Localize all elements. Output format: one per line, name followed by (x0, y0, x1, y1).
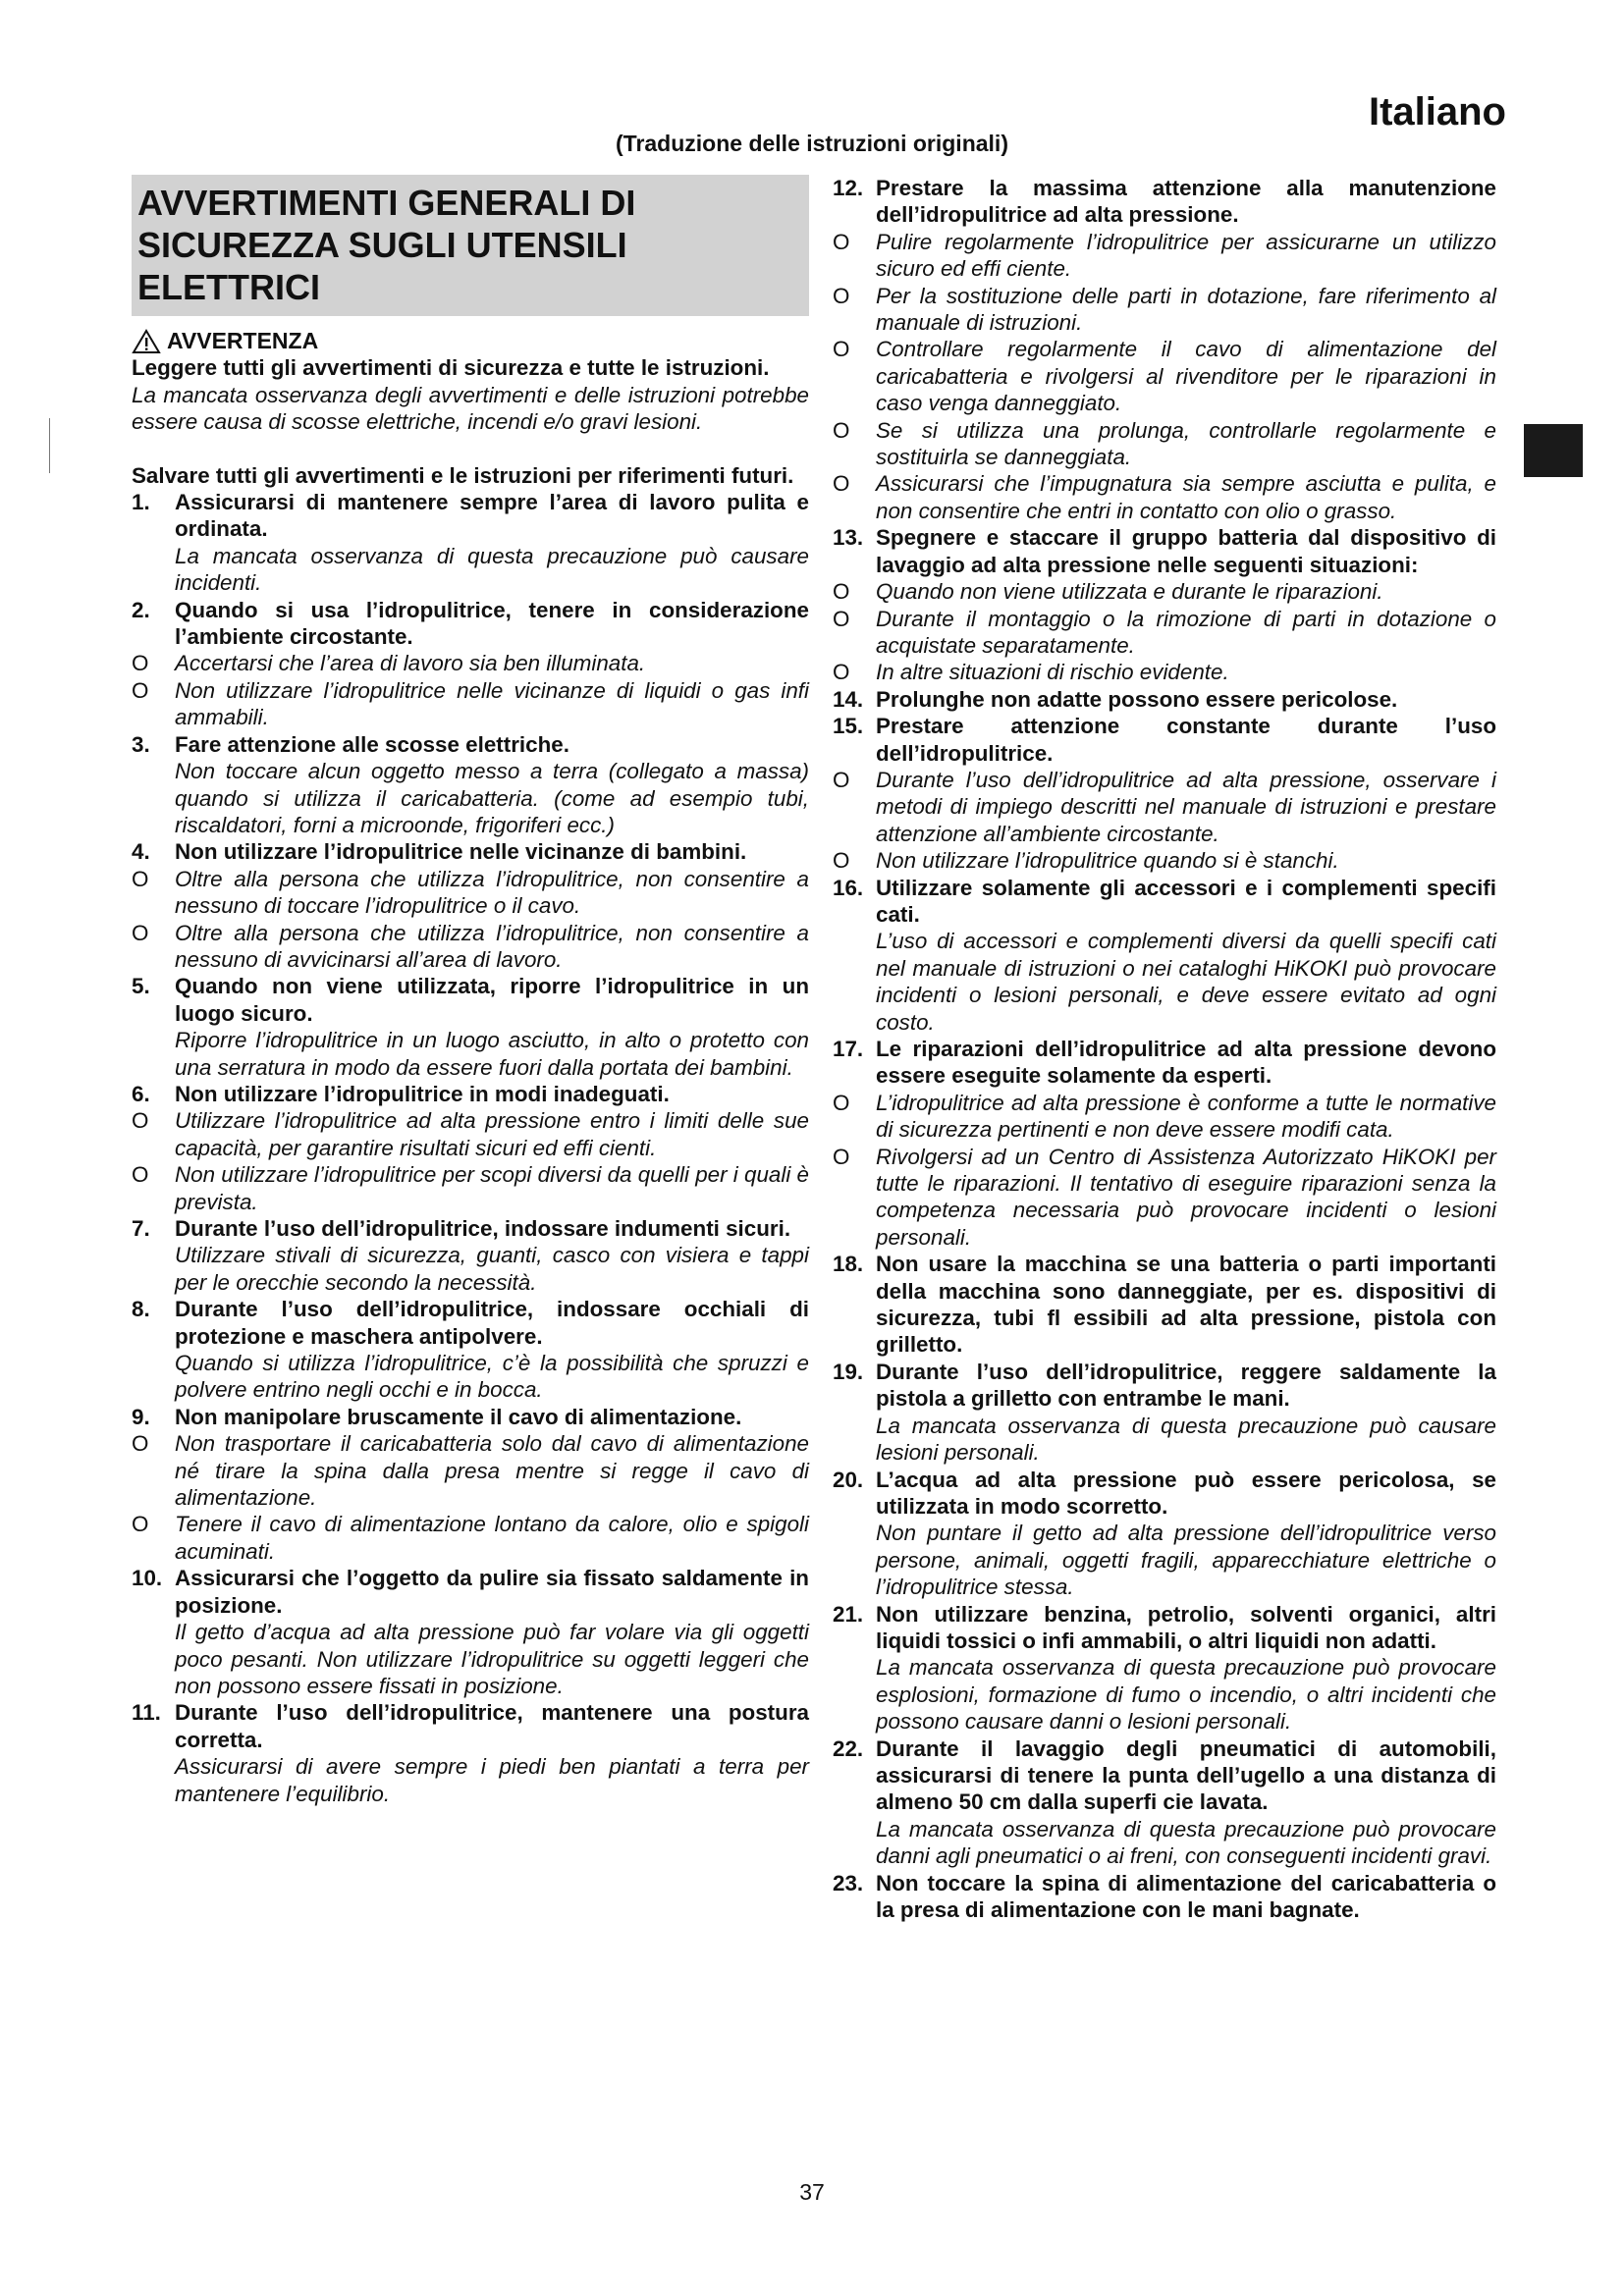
bullet-text: Per la sostituzione delle parti in dotazione, fare riferimento al manuale di istruzioni. (876, 283, 1496, 336)
right-items-list (833, 175, 1496, 1923)
language-label: Italiano (1368, 90, 1506, 133)
item-body: Non toccare alcun oggetto messo a terra (collegato a massa) quando si utilizza il caricabatteria. (come ad esempio tubi, riscaldatori, forni a microonde, frigoriferi ecc.) (175, 759, 809, 837)
safety-item (132, 1699, 809, 1807)
warning-triangle-icon (132, 329, 161, 354)
bullet-text: Oltre alla persona che utilizza l’idropulitrice, non consentire a nessuno di toccare l’idropulitrice o il cavo. (175, 866, 809, 919)
safety-item (132, 1296, 809, 1404)
item-number: 2. (132, 597, 150, 622)
safety-item-title-row (132, 1215, 809, 1242)
bullet-text: Durante l’uso dell’idropulitrice ad alta pressione, osservare i metodi di impiego descritti nel manuale di istruzioni e prestare attenzione all’ambiente circostante. (876, 767, 1496, 846)
bullet-circle-icon: O (833, 1090, 850, 1115)
safety-item-title-row (132, 1404, 809, 1430)
bullet-text: Non utilizzare l’idropulitrice per scopi diversi da quelli per i quali è prevista. (175, 1162, 809, 1214)
item-number: 6. (132, 1081, 150, 1106)
safety-item-title-row (132, 1081, 809, 1107)
item-title: Non utilizzare l’idropulitrice in modi inadeguati. (175, 1081, 670, 1106)
item-number: 11. (132, 1700, 161, 1726)
item-number: 7. (132, 1216, 150, 1241)
bullet-item (132, 650, 809, 676)
item-number: 3. (132, 731, 150, 757)
bullet-item (833, 336, 1496, 416)
bullet-item (132, 1107, 809, 1161)
bullet-item (833, 283, 1496, 337)
bullet-item (833, 417, 1496, 471)
item-title: Durante l’uso dell’idropulitrice, indossare occhiali di protezione e maschera antipolvere. (175, 1297, 809, 1349)
right-column (833, 175, 1496, 1923)
safety-item-title-row (833, 1467, 1496, 1521)
item-title: Non utilizzare l’idropulitrice nelle vicinanze di bambini. (175, 839, 747, 865)
item-title: Le riparazioni dell’idropulitrice ad alta pressione devono essere eseguite solamente da esperti. (876, 1037, 1496, 1089)
item-title: Non usare la macchina se una batteria o parti importanti della macchina sono danneggiate, per es. dispositivi di sicurezza, tubi fl essibili ad alta pressione, pistola con grilletto. (876, 1252, 1496, 1358)
bullet-circle-icon: O (833, 579, 850, 605)
item-title: Non utilizzare benzina, petrolio, solventi organici, altri liquidi tossici o infi ammabili, o altri liquidi non adatti. (876, 1601, 1496, 1653)
bullet-circle-icon: O (833, 767, 850, 792)
item-number: 14. (833, 686, 864, 712)
page-number: 37 (799, 2179, 825, 2205)
bullet-text: In altre situazioni di rischio evidente. (876, 660, 1229, 685)
item-number: 15. (833, 714, 864, 739)
bullet-circle-icon: O (132, 1162, 149, 1188)
safety-item-title-row (833, 1601, 1496, 1655)
item-number: 22. (833, 1735, 864, 1761)
safety-item (132, 1081, 809, 1215)
margin-rule (49, 418, 50, 473)
safety-item (132, 1404, 809, 1565)
item-number: 19. (833, 1359, 864, 1384)
item-number: 12. (833, 176, 864, 200)
bullet-text: Non utilizzare l’idropulitrice quando si è stanchi. (876, 848, 1339, 874)
item-title: Quando non viene utilizzata, riporre l’idropulitrice in un luogo sicuro. (175, 974, 809, 1026)
bullet-text: Non trasportare il caricabatteria solo dal cavo di alimentazione né tirare la spina dalla presa mentre si regge il cavo di alimentazione. (175, 1431, 809, 1511)
bullet-circle-icon: O (833, 283, 850, 308)
bullet-circle-icon: O (132, 1108, 149, 1134)
bullet-item (132, 920, 809, 974)
safety-item (833, 713, 1496, 874)
safety-item-title-row (132, 1565, 809, 1619)
item-number: 23. (833, 1870, 864, 1896)
safety-item-title-row (132, 731, 809, 758)
item-title: Durante l’uso dell’idropulitrice, indossare indumenti sicuri. (175, 1216, 791, 1241)
bullet-text: Pulire regolarmente l’idropulitrice per assicurarne un utilizzo sicuro ed effi ciente. (876, 229, 1496, 282)
safety-item-title-row (132, 489, 809, 543)
bullet-item (833, 659, 1496, 685)
item-number: 18. (833, 1252, 864, 1277)
item-title: Durante il lavaggio degli pneumatici di automobili, assicurarsi di tenere la punta dell’ugello a una distanza di almeno 50 cm dalla superfi cie lavata. (876, 1735, 1496, 1815)
item-body: Non puntare il getto ad alta pressione dell’idropulitrice verso persone, animali, oggetti fragili, apparecchiature elettriche o l’idropulitrice stessa. (876, 1521, 1496, 1600)
safety-item (833, 1735, 1496, 1870)
item-number: 4. (132, 839, 150, 865)
safety-item-title-row (132, 1296, 809, 1350)
bullet-item (833, 578, 1496, 605)
bullet-text: Durante il montaggio o la rimozione di parti in dotazione o acquistate separatamente. (876, 606, 1496, 658)
bullet-text: Non utilizzare l’idropulitrice nelle vicinanze di liquidi o gas infi ammabili. (175, 677, 809, 730)
save-instructions-text: Salvare tutti gli avvertimenti e le istruzioni per riferimenti futuri. (132, 462, 794, 488)
warning-title (132, 328, 809, 354)
item-body: Utilizzare stivali di sicurezza, guanti, casco con visiera e tappi per le orecchie secondo la necessità. (175, 1243, 809, 1295)
item-body: Il getto d’acqua ad alta pressione può far volare via gli oggetti poco pesanti. Non utilizzare l’idropulitrice su oggetti leggeri che non possono essere fissati in posizione. (175, 1620, 809, 1698)
safety-item (132, 731, 809, 839)
safety-item-title-row (833, 175, 1496, 229)
safety-item-title-row (833, 1735, 1496, 1816)
safety-item-title-row (833, 686, 1496, 713)
bullet-circle-icon: O (833, 471, 850, 497)
safety-item (833, 175, 1496, 524)
safety-item (132, 1565, 809, 1699)
safety-item (132, 489, 809, 597)
item-title: Prestare la massima attenzione alla manutenzione dell’idropulitrice ad alta pressione. (876, 176, 1496, 228)
bullet-circle-icon: O (132, 1431, 149, 1457)
bullet-text: Controllare regolarmente il cavo di alimentazione del caricabatteria e rivolgersi al rivenditore per le riparazioni in caso venga danneggiato. (876, 337, 1496, 416)
bullet-item (833, 767, 1496, 847)
item-number: 8. (132, 1297, 150, 1322)
safety-item-title-row (833, 524, 1496, 578)
safety-item-title-row (833, 1870, 1496, 1924)
bullet-circle-icon: O (833, 1144, 850, 1169)
item-title: L’acqua ad alta pressione può essere pericolosa, se utilizzata in modo scorretto. (876, 1467, 1496, 1519)
item-number: 21. (833, 1601, 864, 1627)
item-title: Durante l’uso dell’idropulitrice, reggere saldamente la pistola a grilletto con entrambe le mani. (876, 1359, 1496, 1412)
bullet-item (833, 229, 1496, 283)
bullet-circle-icon: O (833, 337, 850, 362)
bullet-item (132, 677, 809, 731)
safety-item (833, 1251, 1496, 1359)
item-body: La mancata osservanza di questa precauzione può provocare danni agli pneumatici o ai freni, con conseguenti incidenti gravi. (876, 1816, 1496, 1869)
safety-item-title-row (132, 973, 809, 1027)
safety-item-title-row (833, 1251, 1496, 1359)
item-body: Riporre l’idropulitrice in un luogo asciutto, in alto o protetto con una serratura in modo da essere fuori dalla portata dei bambini. (175, 1028, 809, 1080)
bullet-text: Quando non viene utilizzata e durante le riparazioni. (876, 579, 1383, 605)
warning-label: AVVERTENZA (167, 328, 319, 353)
bullet-text: Tenere il cavo di alimentazione lontano da calore, olio e spigoli acuminati. (175, 1512, 809, 1564)
bullet-text: Rivolgersi ad un Centro di Assistenza Autorizzato HiKOKI per tutte le riparazioni. Il tentativo di eseguire riparazioni senza la competenza necessaria può provocare incidenti o lesioni personali. (876, 1144, 1496, 1250)
safety-item (833, 1036, 1496, 1251)
bullet-item (833, 470, 1496, 524)
bullet-circle-icon: O (132, 651, 149, 676)
warning-bold-text: Leggere tutti gli avvertimenti di sicurezza e tutte le istruzioni. (132, 355, 770, 381)
item-title: Spegnere e staccare il gruppo batteria dal dispositivo di lavaggio ad alta pressione nelle seguenti situazioni: (876, 525, 1496, 577)
item-number: 1. (132, 490, 150, 515)
item-title: Assicurarsi di mantenere sempre l’area di lavoro pulita e ordinata. (175, 490, 809, 542)
bullet-circle-icon: O (132, 1512, 149, 1537)
safety-item-title-row (833, 1036, 1496, 1090)
item-number: 13. (833, 525, 864, 551)
item-body: Quando si utilizza l’idropulitrice, c’è la possibilità che spruzzi e polvere entrino negli occhi e in bocca. (175, 1351, 809, 1403)
item-number: 5. (132, 974, 150, 999)
bullet-text: L’idropulitrice ad alta pressione è conforme a tutte le normative di sicurezza pertinenti e non deve essere modifi cata. (876, 1090, 1496, 1143)
item-number: 20. (833, 1467, 864, 1492)
safety-item (833, 1467, 1496, 1601)
item-body: L’uso di accessori e complementi diversi da quelli specifi cati nel manuale di istruzioni o nei cataloghi HiKOKI può provocare incidenti o lesioni personali, e deve essere evitato ad ogni costo. (876, 929, 1496, 1035)
item-number: 17. (833, 1037, 864, 1061)
safety-item (833, 1870, 1496, 1924)
bullet-circle-icon: O (132, 866, 149, 891)
safety-item (833, 1359, 1496, 1467)
safety-item (132, 973, 809, 1081)
item-title: Quando si usa l’idropulitrice, tenere in considerazione l’ambiente circostante. (175, 597, 809, 650)
bullet-item (132, 866, 809, 920)
item-body: La mancata osservanza di questa precauzione può causare incidenti. (175, 543, 809, 596)
item-title: Assicurarsi che l’oggetto da pulire sia fissato saldamente in posizione. (175, 1566, 809, 1618)
left-items-list (132, 489, 809, 1807)
safety-item (132, 597, 809, 731)
safety-item (132, 838, 809, 973)
item-title: Prolunghe non adatte possono essere pericolose. (876, 686, 1398, 712)
bullet-item (132, 1430, 809, 1511)
item-title: Utilizzare solamente gli accessori e i complementi specifi cati. (876, 875, 1496, 927)
document-subtitle: (Traduzione delle istruzioni originali) (616, 131, 1008, 156)
item-title: Prestare attenzione constante durante l’uso dell’idropulitrice. (876, 714, 1496, 766)
safety-item (833, 686, 1496, 713)
bullet-text: Se si utilizza una prolunga, controllarle regolarmente e sostituirla se danneggiata. (876, 417, 1496, 470)
bullet-text: Utilizzare l’idropulitrice ad alta pressione entro i limiti delle sue capacità, per garantire risultati sicuri ed effi cienti. (175, 1108, 809, 1160)
bullet-item (833, 1144, 1496, 1252)
item-number: 9. (132, 1404, 150, 1429)
bullet-text: Assicurarsi che l’impugnatura sia sempre asciutta e pulita, e non consentire che entri in contatto con olio o grasso. (876, 471, 1496, 523)
item-title: Non toccare la spina di alimentazione del caricabatteria o la presa di alimentazione con le mani bagnate. (876, 1870, 1496, 1922)
safety-item (132, 1215, 809, 1296)
item-body: La mancata osservanza di questa precauzione può provocare esplosioni, formazione di fumo o incendio, o altri incidenti che possono causare danni o lesioni personali. (876, 1655, 1496, 1735)
section-heading: AVVERTIMENTI GENERALI DI SICUREZZA SUGLI UTENSILI ELETTRICI (132, 175, 809, 316)
bullet-text: Accertarsi che l’area di lavoro sia ben illuminata. (175, 651, 646, 676)
safety-item (833, 875, 1496, 1036)
bullet-item (833, 606, 1496, 660)
bullet-circle-icon: O (833, 229, 850, 254)
item-title: Durante l’uso dell’idropulitrice, mantenere una postura corretta. (175, 1700, 809, 1752)
item-number: 16. (833, 875, 864, 900)
safety-item-title-row (833, 713, 1496, 767)
bullet-circle-icon: O (833, 660, 850, 685)
left-column (132, 175, 809, 1807)
bullet-item (132, 1161, 809, 1215)
safety-item-title-row (833, 875, 1496, 929)
language-tab-marker (1524, 424, 1583, 477)
bullet-circle-icon: O (132, 920, 149, 945)
bullet-item (833, 1090, 1496, 1144)
bullet-circle-icon: O (132, 677, 149, 703)
warning-italic-text: La mancata osservanza degli avvertimenti e delle istruzioni potrebbe essere causa di scosse elettriche, incendi e/o gravi lesioni. (132, 382, 809, 435)
safety-item-title-row (132, 597, 809, 651)
item-title: Fare attenzione alle scosse elettriche. (175, 731, 569, 757)
item-number: 10. (132, 1566, 163, 1591)
bullet-circle-icon: O (833, 417, 850, 443)
bullet-text: Oltre alla persona che utilizza l’idropulitrice, non consentire a nessuno di avvicinarsi all’area di lavoro. (175, 920, 809, 972)
bullet-item (833, 847, 1496, 874)
safety-item-title-row (132, 1699, 809, 1753)
safety-item-title-row (833, 1359, 1496, 1413)
safety-item (833, 524, 1496, 685)
item-title: Non manipolare bruscamente il cavo di alimentazione. (175, 1404, 742, 1429)
item-body: La mancata osservanza di questa precauzione può causare lesioni personali. (876, 1413, 1496, 1466)
safety-item (833, 1601, 1496, 1735)
bullet-circle-icon: O (833, 606, 850, 631)
safety-item-title-row (132, 838, 809, 865)
bullet-circle-icon: O (833, 848, 850, 874)
item-body: Assicurarsi di avere sempre i piedi ben piantati a terra per mantenere l’equilibrio. (175, 1754, 809, 1806)
bullet-item (132, 1511, 809, 1565)
